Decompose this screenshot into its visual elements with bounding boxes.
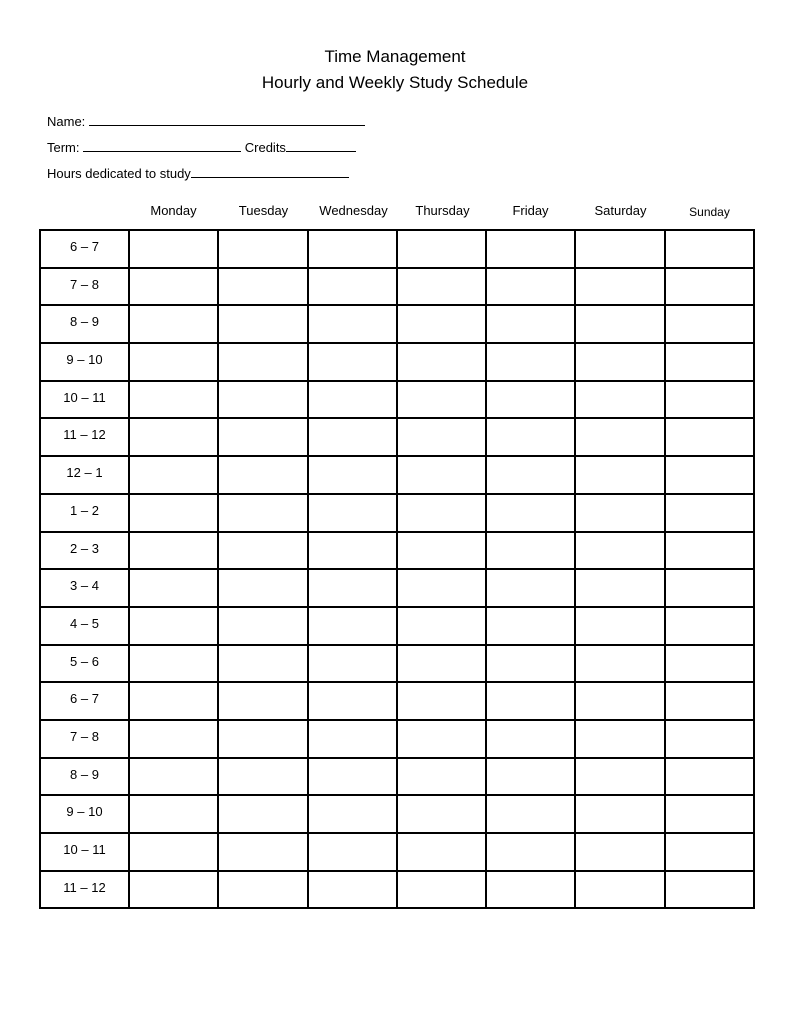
schedule-cell-tuesday[interactable] bbox=[218, 607, 307, 645]
day-header-sunday: Sunday bbox=[689, 205, 730, 219]
schedule-cell-sunday[interactable] bbox=[665, 758, 754, 796]
schedule-cell-wednesday[interactable] bbox=[308, 645, 397, 683]
schedule-row bbox=[40, 833, 754, 871]
schedule-cell-friday[interactable] bbox=[486, 230, 575, 268]
schedule-cell-sunday[interactable] bbox=[665, 230, 754, 268]
day-header-saturday: Saturday bbox=[594, 203, 647, 218]
hours-field bbox=[47, 164, 349, 182]
schedule-cell-monday[interactable] bbox=[129, 682, 218, 720]
time-slot-label: 8 – 9 bbox=[40, 305, 129, 343]
schedule-cell-thursday[interactable] bbox=[397, 343, 486, 381]
time-slot-label: 9 – 10 bbox=[40, 343, 129, 381]
time-slot-label: 11 – 12 bbox=[40, 871, 129, 909]
page-subtitle: Hourly and Weekly Study Schedule bbox=[261, 73, 529, 92]
schedule-cell-monday[interactable] bbox=[129, 795, 218, 833]
schedule-cell-thursday[interactable] bbox=[397, 418, 486, 456]
schedule-cell-friday[interactable] bbox=[486, 720, 575, 758]
schedule-cell-tuesday[interactable] bbox=[218, 343, 307, 381]
schedule-cell-monday[interactable] bbox=[129, 569, 218, 607]
schedule-cell-monday[interactable] bbox=[129, 268, 218, 306]
schedule-cell-sunday[interactable] bbox=[665, 871, 754, 909]
schedule-row bbox=[40, 645, 754, 683]
day-header-monday: Monday bbox=[150, 203, 197, 218]
schedule-cell-tuesday[interactable] bbox=[218, 871, 307, 909]
time-slot-label: 5 – 6 bbox=[40, 645, 129, 683]
schedule-cell-friday[interactable] bbox=[486, 682, 575, 720]
day-header-thursday: Thursday bbox=[415, 203, 470, 218]
schedule-cell-friday[interactable] bbox=[486, 381, 575, 419]
credits-label: Credits bbox=[244, 140, 286, 155]
schedule-cell-saturday[interactable] bbox=[575, 758, 664, 796]
schedule-row bbox=[40, 607, 754, 645]
schedule-cell-saturday[interactable] bbox=[575, 494, 664, 532]
schedule-cell-saturday[interactable] bbox=[575, 456, 664, 494]
schedule-cell-tuesday[interactable] bbox=[218, 682, 307, 720]
schedule-grid bbox=[39, 229, 755, 909]
schedule-cell-saturday[interactable] bbox=[575, 720, 664, 758]
schedule-cell-thursday[interactable] bbox=[397, 305, 486, 343]
schedule-cell-sunday[interactable] bbox=[665, 645, 754, 683]
schedule-cell-thursday[interactable] bbox=[397, 833, 486, 871]
time-slot-label: 1 – 2 bbox=[40, 494, 129, 532]
name-label: Name: bbox=[47, 114, 86, 129]
schedule-cell-wednesday[interactable] bbox=[308, 682, 397, 720]
schedule-cell-wednesday[interactable] bbox=[308, 456, 397, 494]
time-slot-label: 4 – 5 bbox=[40, 607, 129, 645]
schedule-cell-thursday[interactable] bbox=[397, 569, 486, 607]
hours-blank-line[interactable] bbox=[191, 164, 349, 178]
schedule-cell-sunday[interactable] bbox=[665, 418, 754, 456]
schedule-cell-thursday[interactable] bbox=[397, 494, 486, 532]
schedule-cell-saturday[interactable] bbox=[575, 418, 664, 456]
time-slot-label: 7 – 8 bbox=[40, 268, 129, 306]
schedule-cell-thursday[interactable] bbox=[397, 795, 486, 833]
schedule-cell-thursday[interactable] bbox=[397, 230, 486, 268]
time-slot-label: 3 – 4 bbox=[40, 569, 129, 607]
schedule-cell-thursday[interactable] bbox=[397, 720, 486, 758]
schedule-cell-monday[interactable] bbox=[129, 720, 218, 758]
schedule-cell-thursday[interactable] bbox=[397, 381, 486, 419]
schedule-cell-monday[interactable] bbox=[129, 494, 218, 532]
page-title: Time Management bbox=[324, 47, 466, 66]
schedule-cell-thursday[interactable] bbox=[397, 532, 486, 570]
schedule-cell-tuesday[interactable] bbox=[218, 305, 307, 343]
schedule-cell-friday[interactable] bbox=[486, 569, 575, 607]
schedule-cell-monday[interactable] bbox=[129, 305, 218, 343]
schedule-cell-thursday[interactable] bbox=[397, 607, 486, 645]
schedule-cell-monday[interactable] bbox=[129, 418, 218, 456]
schedule-cell-tuesday[interactable] bbox=[218, 381, 307, 419]
schedule-cell-saturday[interactable] bbox=[575, 607, 664, 645]
schedule-cell-wednesday[interactable] bbox=[308, 607, 397, 645]
schedule-cell-saturday[interactable] bbox=[575, 682, 664, 720]
time-slot-label: 6 – 7 bbox=[40, 682, 129, 720]
schedule-row bbox=[40, 871, 754, 909]
schedule-cell-sunday[interactable] bbox=[665, 682, 754, 720]
time-slot-label: 2 – 3 bbox=[40, 532, 129, 570]
schedule-cell-tuesday[interactable] bbox=[218, 494, 307, 532]
schedule-cell-wednesday[interactable] bbox=[308, 532, 397, 570]
time-slot-label: 8 – 9 bbox=[40, 758, 129, 796]
schedule-cell-tuesday[interactable] bbox=[218, 720, 307, 758]
time-slot-label: 9 – 10 bbox=[40, 795, 129, 833]
schedule-cell-monday[interactable] bbox=[129, 758, 218, 796]
schedule-cell-saturday[interactable] bbox=[575, 833, 664, 871]
schedule-cell-saturday[interactable] bbox=[575, 569, 664, 607]
schedule-cell-tuesday[interactable] bbox=[218, 418, 307, 456]
schedule-row bbox=[40, 268, 754, 306]
schedule-cell-saturday[interactable] bbox=[575, 532, 664, 570]
schedule-cell-tuesday[interactable] bbox=[218, 456, 307, 494]
schedule-cell-wednesday[interactable] bbox=[308, 795, 397, 833]
schedule-cell-wednesday[interactable] bbox=[308, 833, 397, 871]
schedule-cell-thursday[interactable] bbox=[397, 456, 486, 494]
schedule-cell-thursday[interactable] bbox=[397, 871, 486, 909]
schedule-cell-wednesday[interactable] bbox=[308, 230, 397, 268]
schedule-row bbox=[40, 494, 754, 532]
schedule-cell-wednesday[interactable] bbox=[308, 381, 397, 419]
schedule-cell-sunday[interactable] bbox=[665, 494, 754, 532]
schedule-cell-tuesday[interactable] bbox=[218, 833, 307, 871]
schedule-cell-thursday[interactable] bbox=[397, 268, 486, 306]
schedule-cell-friday[interactable] bbox=[486, 494, 575, 532]
schedule-cell-wednesday[interactable] bbox=[308, 305, 397, 343]
schedule-row bbox=[40, 230, 754, 268]
schedule-cell-wednesday[interactable] bbox=[308, 758, 397, 796]
schedule-row bbox=[40, 343, 754, 381]
schedule-cell-sunday[interactable] bbox=[665, 381, 754, 419]
schedule-cell-tuesday[interactable] bbox=[218, 645, 307, 683]
name-field bbox=[47, 112, 365, 130]
schedule-cell-tuesday[interactable] bbox=[218, 268, 307, 306]
term-blank-line[interactable] bbox=[83, 138, 241, 152]
schedule-cell-wednesday[interactable] bbox=[308, 871, 397, 909]
schedule-row bbox=[40, 381, 754, 419]
term-label: Term: bbox=[47, 140, 80, 155]
schedule-cell-sunday[interactable] bbox=[665, 720, 754, 758]
schedule-cell-monday[interactable] bbox=[129, 456, 218, 494]
schedule-cell-sunday[interactable] bbox=[665, 607, 754, 645]
schedule-cell-monday[interactable] bbox=[129, 833, 218, 871]
schedule-row bbox=[40, 418, 754, 456]
schedule-cell-thursday[interactable] bbox=[397, 645, 486, 683]
schedule-cell-tuesday[interactable] bbox=[218, 532, 307, 570]
schedule-cell-saturday[interactable] bbox=[575, 268, 664, 306]
schedule-cell-monday[interactable] bbox=[129, 871, 218, 909]
schedule-cell-monday[interactable] bbox=[129, 343, 218, 381]
schedule-cell-tuesday[interactable] bbox=[218, 569, 307, 607]
schedule-cell-monday[interactable] bbox=[129, 607, 218, 645]
schedule-cell-monday[interactable] bbox=[129, 645, 218, 683]
schedule-cell-sunday[interactable] bbox=[665, 795, 754, 833]
schedule-cell-wednesday[interactable] bbox=[308, 494, 397, 532]
schedule-cell-sunday[interactable] bbox=[665, 343, 754, 381]
schedule-cell-wednesday[interactable] bbox=[308, 268, 397, 306]
schedule-cell-saturday[interactable] bbox=[575, 871, 664, 909]
schedule-cell-sunday[interactable] bbox=[665, 268, 754, 306]
schedule-cell-monday[interactable] bbox=[129, 381, 218, 419]
schedule-cell-sunday[interactable] bbox=[665, 569, 754, 607]
schedule-cell-friday[interactable] bbox=[486, 795, 575, 833]
schedule-row bbox=[40, 682, 754, 720]
schedule-cell-wednesday[interactable] bbox=[308, 569, 397, 607]
schedule-cell-friday[interactable] bbox=[486, 456, 575, 494]
schedule-row bbox=[40, 795, 754, 833]
time-slot-label: 7 – 8 bbox=[40, 720, 129, 758]
schedule-cell-friday[interactable] bbox=[486, 871, 575, 909]
schedule-cell-wednesday[interactable] bbox=[308, 343, 397, 381]
schedule-cell-friday[interactable] bbox=[486, 758, 575, 796]
schedule-cell-friday[interactable] bbox=[486, 268, 575, 306]
term-field bbox=[47, 138, 356, 156]
schedule-cell-sunday[interactable] bbox=[665, 456, 754, 494]
time-slot-label: 10 – 11 bbox=[40, 381, 129, 419]
schedule-cell-saturday[interactable] bbox=[575, 381, 664, 419]
schedule-cell-sunday[interactable] bbox=[665, 833, 754, 871]
schedule-cell-monday[interactable] bbox=[129, 532, 218, 570]
schedule-cell-friday[interactable] bbox=[486, 418, 575, 456]
day-header-wednesday: Wednesday bbox=[319, 203, 388, 218]
schedule-cell-wednesday[interactable] bbox=[308, 720, 397, 758]
time-slot-label: 10 – 11 bbox=[40, 833, 129, 871]
schedule-cell-tuesday[interactable] bbox=[218, 795, 307, 833]
schedule-cell-tuesday[interactable] bbox=[218, 230, 307, 268]
schedule-cell-sunday[interactable] bbox=[665, 532, 754, 570]
schedule-row bbox=[40, 569, 754, 607]
schedule-cell-sunday[interactable] bbox=[665, 305, 754, 343]
schedule-cell-friday[interactable] bbox=[486, 343, 575, 381]
schedule-cell-monday[interactable] bbox=[129, 230, 218, 268]
schedule-row bbox=[40, 758, 754, 796]
schedule-cell-thursday[interactable] bbox=[397, 758, 486, 796]
schedule-row bbox=[40, 305, 754, 343]
schedule-cell-friday[interactable] bbox=[486, 532, 575, 570]
schedule-cell-friday[interactable] bbox=[486, 645, 575, 683]
schedule-cell-saturday[interactable] bbox=[575, 230, 664, 268]
day-header-tuesday: Tuesday bbox=[238, 203, 289, 218]
schedule-cell-friday[interactable] bbox=[486, 305, 575, 343]
time-slot-label: 6 – 7 bbox=[40, 230, 129, 268]
credits-blank-line[interactable] bbox=[286, 138, 356, 152]
schedule-cell-saturday[interactable] bbox=[575, 795, 664, 833]
time-slot-label: 11 – 12 bbox=[40, 418, 129, 456]
schedule-cell-saturday[interactable] bbox=[575, 645, 664, 683]
schedule-cell-tuesday[interactable] bbox=[218, 758, 307, 796]
schedule-cell-friday[interactable] bbox=[486, 607, 575, 645]
time-slot-label: 12 – 1 bbox=[40, 456, 129, 494]
schedule-row bbox=[40, 532, 754, 570]
schedule-row bbox=[40, 720, 754, 758]
schedule-cell-wednesday[interactable] bbox=[308, 418, 397, 456]
name-blank-line[interactable] bbox=[89, 112, 365, 126]
schedule-cell-saturday[interactable] bbox=[575, 343, 664, 381]
day-header-friday: Friday bbox=[512, 203, 549, 218]
schedule-cell-friday[interactable] bbox=[486, 833, 575, 871]
hours-label: Hours dedicated to study bbox=[47, 166, 191, 181]
schedule-cell-saturday[interactable] bbox=[575, 305, 664, 343]
schedule-row bbox=[40, 456, 754, 494]
schedule-cell-thursday[interactable] bbox=[397, 682, 486, 720]
